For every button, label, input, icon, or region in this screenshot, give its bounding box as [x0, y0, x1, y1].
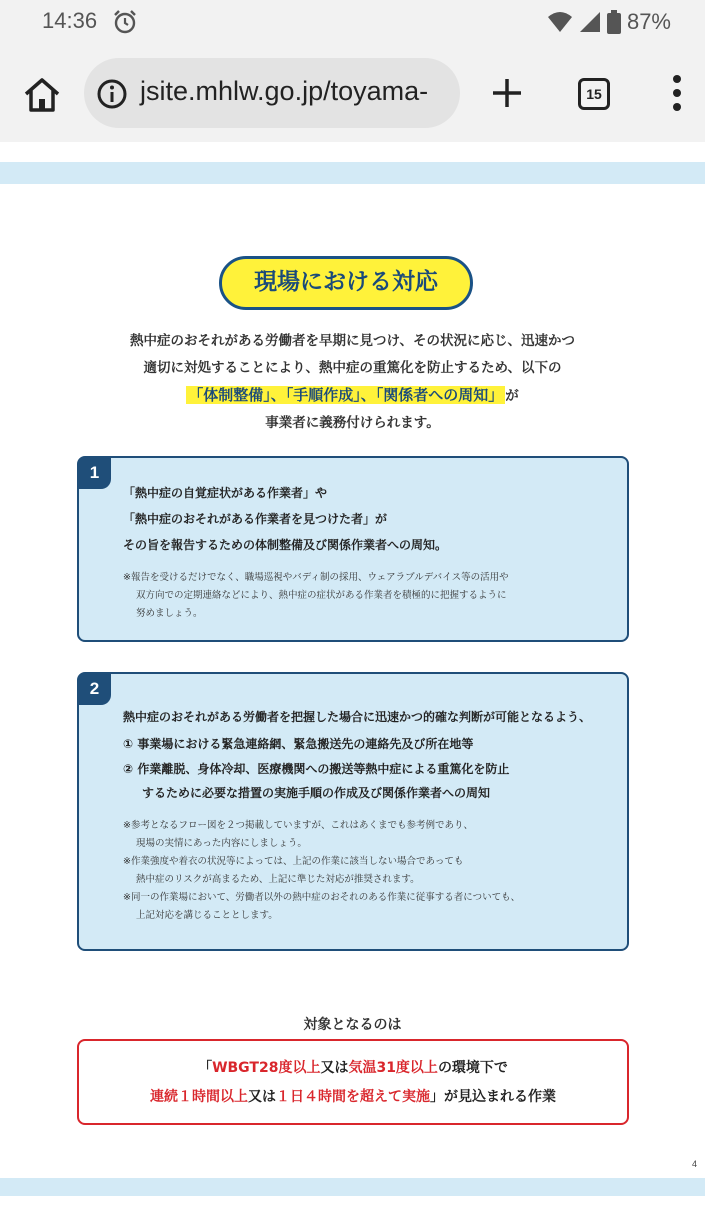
box1-note-1: ※報告を受けるだけでなく、職場巡視やバディ制の採用、ウェアラブルデバイス等の活用や — [123, 572, 509, 583]
browser-toolbar — [0, 44, 705, 142]
box2-note-1: ※参考となるフロー図を２つ掲載していますが、これはあくまでも参考例であり、 — [123, 820, 473, 831]
page-number: 4 — [692, 1159, 698, 1169]
home-icon[interactable] — [22, 75, 62, 115]
target-temp: 気温31度以上 — [348, 1060, 438, 1076]
intro-line-1: 熱中症のおそれがある労働者を早期に見つけ、その状況に応じ、迅速かつ — [130, 333, 575, 349]
target-line-2 — [79, 1086, 627, 1106]
box1-line-1: 「熱中症の自覚症状がある作業者」や — [123, 486, 328, 500]
box2-line-2: ① 事業場における緊急連絡網、緊急搬送先の連絡先及び所在地等 — [123, 737, 474, 751]
box2-note-2: 現場の実情にあった内容にしましょう。 — [136, 838, 307, 849]
highlight-1: 「体制整備」 — [188, 386, 271, 404]
target-wbgt: WBGT28度以上 — [212, 1060, 321, 1076]
plus-icon[interactable] — [490, 76, 524, 110]
intro-text — [0, 328, 705, 437]
status-icons — [547, 8, 671, 36]
alarm-icon — [112, 9, 138, 35]
more-vert-icon[interactable] — [667, 74, 687, 112]
item-number-1: 1 — [78, 457, 111, 489]
target-exceed: を超えて実施 — [346, 1089, 430, 1105]
status-time: 14:36 — [42, 8, 98, 33]
box2-note-4: 熱中症のリスクが高まるため、上記に準じた対応が推奨されます。 — [136, 874, 420, 885]
target-l1-c: 又は — [320, 1060, 349, 1076]
target-l2-e: 」が見込まれる作業 — [430, 1089, 556, 1105]
cell-signal-icon — [579, 11, 601, 33]
target-l2-b: 又は — [248, 1089, 276, 1105]
target-daily: １日４時間 — [276, 1089, 346, 1105]
tabs-icon[interactable]: 15 — [578, 78, 610, 110]
box2-note-6: 上記対応を講じることとします。 — [136, 910, 278, 921]
battery-icon — [607, 10, 621, 34]
intro-line-2: 適切に対処することにより、熱中症の重篤化を防止するため、以下の — [143, 360, 562, 376]
item-box-2 — [77, 672, 629, 951]
wifi-icon — [547, 11, 573, 33]
top-band — [0, 162, 705, 184]
battery-percent: 87% — [626, 9, 671, 34]
box2-note-5: ※同一の作業場において、労働者以外の熱中症のおそれのある作業に従事する者についても、 — [123, 892, 521, 903]
highlight-3: 「関係者への周知」 — [375, 386, 504, 404]
box1-note-2: 双方向での定期連絡などにより、熱中症の症状がある作業者を積極的に把握するように — [136, 590, 507, 601]
highlight-2: 「手順作成」 — [285, 386, 361, 404]
intro-tail: が — [505, 388, 519, 404]
item-number-2: 2 — [78, 673, 111, 705]
target-l1-a: 「 — [198, 1060, 213, 1076]
box2-line-4: するために必要な措置の実施手順の作成及び関係作業者への周知 — [142, 786, 491, 800]
box1-line-2: 「熱中症のおそれがある作業者を見つけた者」が — [123, 512, 388, 526]
box1-line-3: その旨を報告するための体制整備及び関係作業者への周知。 — [123, 538, 448, 552]
intro-line-3 — [0, 382, 705, 410]
box2-note-3: ※作業強度や着衣の状況等によっては、上記の作業に該当しない場合であっても — [123, 856, 464, 867]
url-text[interactable]: jsite.mhlw.go.jp/toyama- — [140, 76, 429, 106]
bottom-band — [0, 1178, 705, 1196]
item-box-1 — [77, 456, 629, 642]
highlight-sep-1: 、 — [270, 386, 286, 404]
target-box — [77, 1039, 629, 1125]
box2-line-1: 熱中症のおそれがある労働者を把握した場合に迅速かつ的確な判断が可能となるよう、 — [123, 710, 592, 724]
status-bar — [0, 0, 705, 44]
page-title: 現場における対応 — [219, 256, 473, 310]
box1-note-3: 努めましょう。 — [136, 608, 203, 619]
target-label: 対象となるのは — [303, 1017, 402, 1033]
box2-line-3: ② 作業離脱、身体冷却、医療機関への搬送等熱中症による重篤化を防止 — [123, 762, 510, 776]
target-continuous: 連続１時間以上 — [150, 1089, 248, 1105]
page-content — [0, 142, 705, 1207]
target-line-1 — [79, 1057, 627, 1077]
target-l1-e: の環境下で — [437, 1060, 508, 1076]
address-bar[interactable] — [84, 58, 460, 128]
highlight-sep-2: 、 — [360, 386, 376, 404]
intro-line-4: 事業者に義務付けられます。 — [265, 415, 440, 431]
info-icon[interactable] — [96, 78, 128, 110]
